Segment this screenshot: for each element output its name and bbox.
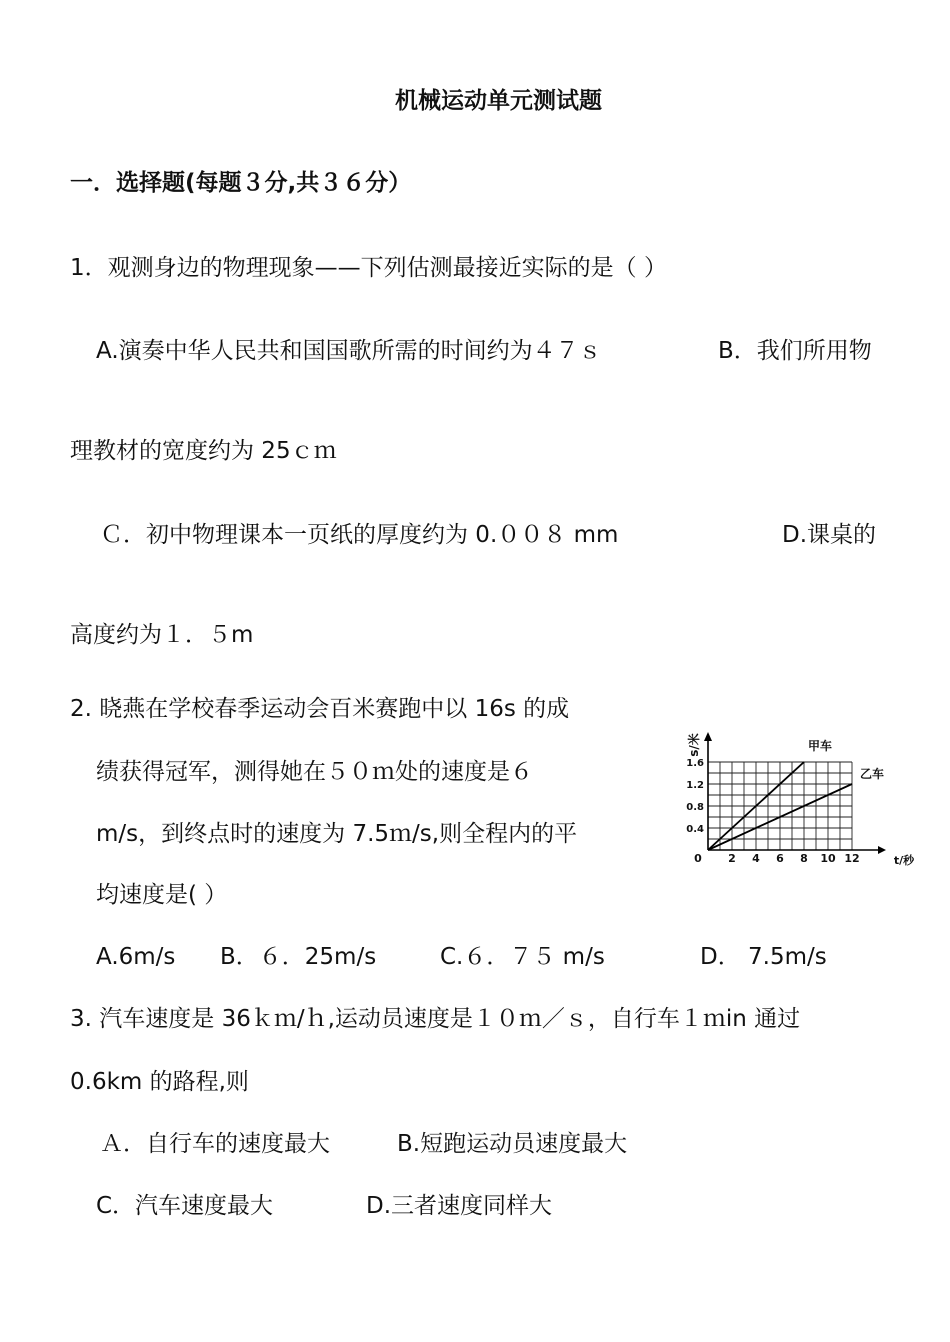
distance-time-chart: [686, 725, 915, 870]
q1-option-b-cont: 理教材的宽度约为 25ｃｍ: [70, 438, 337, 464]
x-tick-label: 10: [820, 852, 836, 865]
series-label-1: 甲车: [808, 739, 833, 753]
q2-line-4: 均速度是( ）: [96, 882, 228, 908]
page-title: 机械运动单元测试题: [395, 88, 602, 114]
q1-option-d-cont: 高度约为１．５m: [70, 622, 254, 648]
y-tick-label: 0.4: [686, 824, 704, 835]
q3-line-2: 0.6km 的路程,则: [70, 1069, 249, 1095]
q2-option-b: B．６．25m/s: [220, 944, 377, 970]
q2-line-1: 2. 晓燕在学校春季运动会百米赛跑中以 16s 的成: [70, 696, 570, 722]
q3-option-c: C．汽车速度最大: [96, 1193, 274, 1219]
q1-option-a: A.演奏中华人民共和国国歌所需的时间约为４７ｓ: [96, 338, 602, 364]
q2-option-d: D． 7.5m/s: [700, 944, 827, 970]
x-tick-label: 8: [800, 852, 808, 865]
q2-option-c: C.６．７５ m/s: [440, 944, 605, 970]
y-tick-label: 0.8: [686, 802, 704, 813]
x-tick-label: 6: [776, 852, 784, 865]
x-axis-arrow: [878, 846, 886, 854]
y-tick-label: 1.6: [686, 758, 704, 769]
y-tick-label: 1.2: [686, 780, 704, 791]
y-axis-label: s/米: [687, 733, 701, 757]
y-axis-arrow: [704, 732, 712, 741]
q2-line-3: m/s，到终点时的速度为 7.5ｍ/s,则全程内的平: [96, 821, 578, 847]
q3-option-b: B.短跑运动员速度最大: [397, 1131, 628, 1157]
x-tick-label: 2: [728, 852, 736, 865]
q1-stem: 1．观测身边的物理现象——下列估测最接近实际的是（ ）: [70, 255, 667, 281]
q1-option-c: Ｃ．初中物理课本一页纸的厚度约为 0.００８ mm: [100, 522, 619, 548]
q2-option-a: A.6m/s: [96, 944, 176, 970]
q2-line-2: 绩获得冠军，测得她在５０ｍ处的速度是６: [96, 759, 533, 785]
q3-option-a: Ａ．自行车的速度最大: [100, 1131, 330, 1157]
series-label-2: 乙车: [860, 767, 885, 781]
x-tick-label: 4: [752, 852, 760, 865]
section-heading: 一．选择题(每题３分,共３６分）: [70, 170, 412, 196]
q1-option-d: D.课桌的: [782, 522, 877, 548]
x-tick-label: 12: [844, 852, 860, 865]
x-tick-label: 0: [694, 852, 702, 865]
q1-option-b: B．我们所用物: [718, 338, 872, 364]
q3-line-1: 3. 汽车速度是 36ｋｍ/ｈ,运动员速度是１０ｍ／ｓ，自行车１ｍin 通过: [70, 1006, 801, 1032]
q3-option-d: D.三者速度同样大: [366, 1193, 553, 1219]
x-axis-label: t/秒: [893, 854, 915, 867]
